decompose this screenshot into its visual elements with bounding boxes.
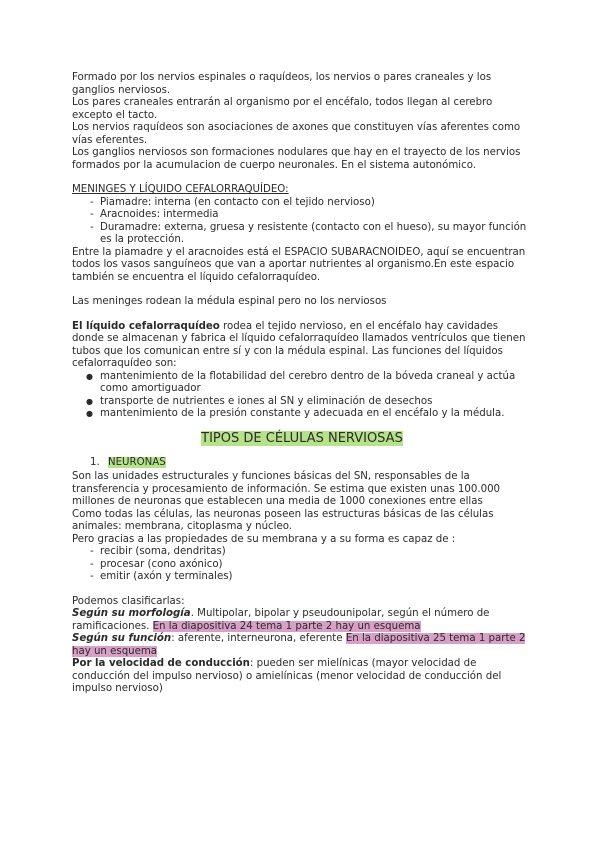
funcion-paragraph: Según su función: aferente, interneurona, eferente En la diapositiva 25 tema 1 parte 2 hay un esquema (72, 633, 526, 657)
funcion-note: En la diapositiva 25 tema 1 parte 2 hay un esquema (72, 633, 526, 657)
medula-paragraph: Las meninges rodean la médula espinal pero no los nerviosos (72, 296, 387, 307)
neuronas-paragraph: Como todas las células, las neuronas poseen las estructuras básicas de las células animales: membrana, citoplasma y núcleo. (72, 508, 494, 532)
list-item: - emitir (axón y terminales) (90, 571, 233, 582)
list-item: ● transporte de nutrientes e iones al SN y eliminación de desechos (86, 395, 433, 407)
list-item: ● mantenimiento de la presión constante y adecuada en el encéfalo y la médula. (86, 408, 505, 419)
intro-block (72, 72, 532, 172)
list-item: - procesar (cono axónico) (90, 558, 223, 570)
meninges-heading: MENINGES Y LÍQUIDO CEFALORRAQUÍDEO: (72, 184, 289, 195)
section-title: TIPOS DE CÉLULAS NERVIOSAS (201, 430, 403, 446)
list-item: - Aracnoides: intermedia (90, 209, 219, 220)
neuronas-paragraph: Son las unidades estructurales y funciones básicas del SN, responsables de la transferencia y procesamiento de información. Se estima que existen unas 100.000 millones de neuronas que establecen una media de 1000 conexiones entre ellas (72, 471, 501, 507)
liquido-term: El líquido cefalorraquídeo (72, 320, 220, 332)
meninges-list (72, 197, 532, 247)
intro-paragraph: Los ganglios nerviosos son formaciones nodulares que hay en el trayecto de los nervios formados por la acumulacion de cuerpo neuronales. En el sistema autonómico. (72, 147, 521, 171)
document-page (72, 72, 532, 696)
list-item: - Piamadre: interna (en contacto con el tejido nervioso) (90, 196, 375, 208)
intro-paragraph: Los pares craneales entrarán al organismo por el encéfalo, todos llegan al cerebro excepto el tacto. (72, 97, 493, 121)
list-item: - Duramadre: externa, gruesa y resistente (contacto con el hueso), su mayor función es la protección. (90, 221, 527, 245)
liquido-paragraph: El líquido cefalorraquídeo rodea el tejido nervioso, en el encéfalo hay cavidades donde se almacenan y fabrica el líquido cefalorraquídeo llamados ventrículos que tienen tubos que los comunican entre sí y con la médula espinal. Las funciones del líquidos cefalorraquídeo son: (72, 320, 526, 369)
neuronas-heading: 1. NEURONAS (90, 456, 166, 468)
subarachnoid-paragraph: Entre la piamadre y el aracnoides está el ESPACIO SUBARACNOIDEO, aquí se encuentran todos los vasos sanguíneos que van a aportar nutrientes al organismo.En este espacio también se encuentra el líquido cefalorraquídeo. (72, 246, 526, 283)
intro-paragraph: Los nervios raquídeos son asociaciones de axones que constituyen vías aferentes como vías eferentes. (72, 122, 521, 146)
clasificacion-intro: Podemos clasificarlas: (72, 595, 185, 607)
liquido-functions-list (72, 371, 532, 421)
morfologia-note: En la diapositiva 24 tema 1 parte 2 hay un esquema (152, 620, 421, 632)
morfologia-paragraph: Según su morfología. Multipolar, bipolar y pseudounipolar, según el número de ramificaciones. En la diapositiva 24 tema 1 parte 2 hay un esquema (72, 608, 490, 632)
list-item: ● mantenimiento de la flotabilidad del cerebro dentro de la bóveda craneal y actúa como amortiguador (86, 370, 516, 394)
list-item: - recibir (soma, dendritas) (90, 546, 226, 557)
neuronas-abilities-list (72, 546, 532, 584)
velocidad-paragraph: Por la velocidad de conducción: pueden ser mielínicas (mayor velocidad de conducción del impulso nervioso) o amielínicas (menor velocidad de conducción del impulso nervioso) (72, 658, 502, 694)
neuronas-paragraph: Pero gracias a las propiedades de su membrana y a su forma es capaz de : (72, 533, 456, 545)
intro-paragraph: Formado por los nervios espinales o raquídeos, los nervios o pares craneales y los ganglios nerviosos. (72, 72, 492, 96)
